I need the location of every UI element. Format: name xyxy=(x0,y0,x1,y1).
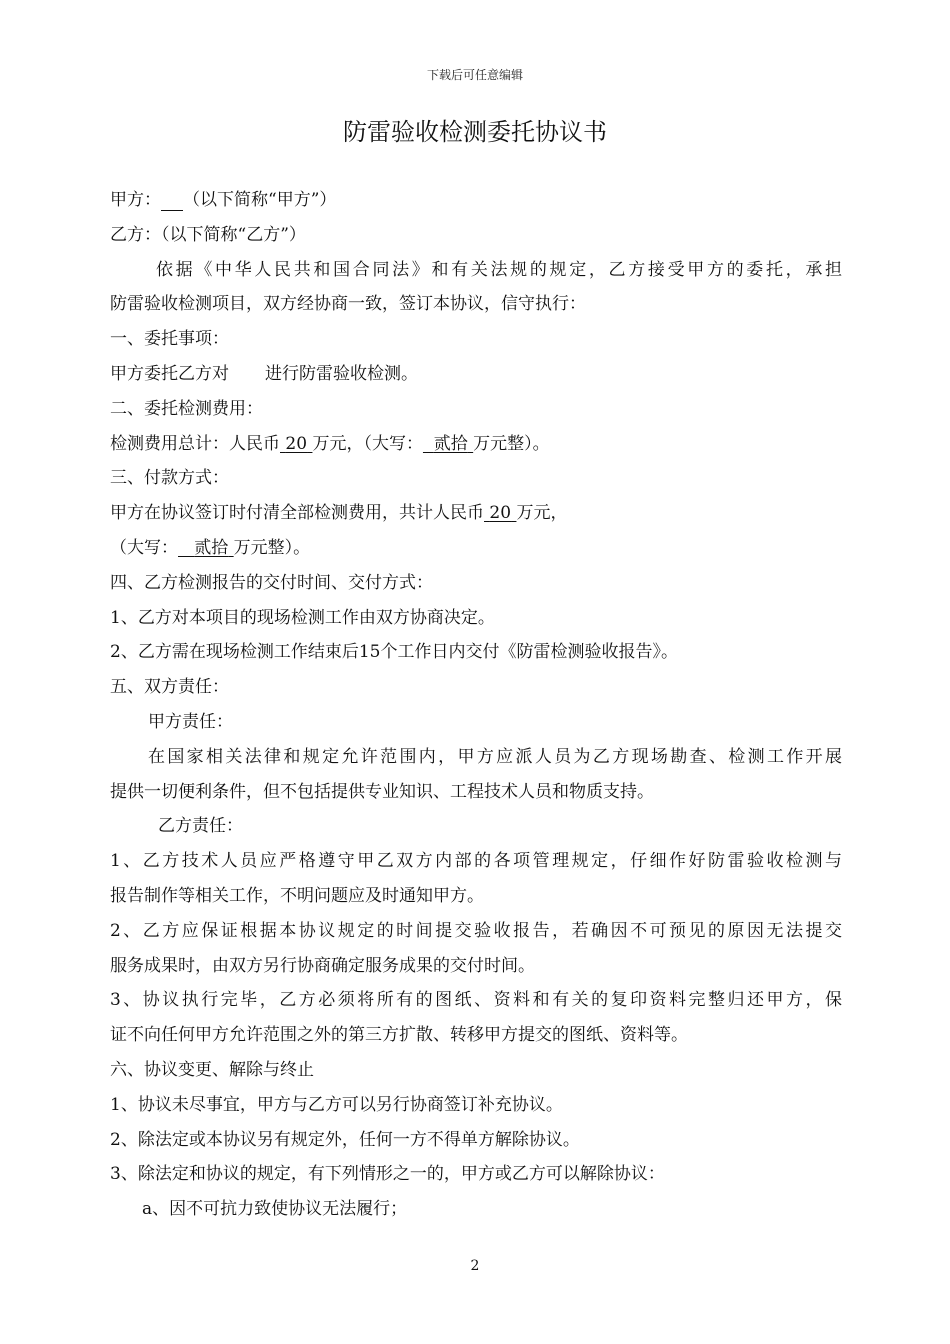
section-1-text: 甲方委托乙方对 进行防雷验收检测。 xyxy=(110,363,418,384)
section-3-line-1: 甲方在协议签订时付清全部检测费用，共计人民币 20 万元， xyxy=(110,503,568,524)
party-b-duty-3-line-1: 3、协议执行完毕，乙方必须将所有的图纸、资料和有关的复印资料完整归还甲方，保 xyxy=(110,990,842,1011)
section-2-fee: 检测费用总计：人民币 20 万元，（大写： 贰拾 万元整）。 xyxy=(110,433,550,454)
payment-amount-words: 贰拾 xyxy=(194,537,229,558)
party-b-duty-heading: 乙方责任： xyxy=(158,816,243,837)
party-a-blank xyxy=(161,191,183,211)
section-6-item-1: 1、协议未尽事宜，甲方与乙方可以另行协商签订补充协议。 xyxy=(110,1094,563,1115)
party-b-duty-2-line-1: 2、乙方应保证根据本协议规定的时间提交验收报告，若确因不可预见的原因无法提交 xyxy=(110,920,842,941)
party-b-duty-1-line-1: 1、乙方技术人员应严格遵守甲乙双方内部的各项管理规定，仔细作好防雷验收检测与 xyxy=(110,851,842,872)
party-a-duty-line-1: 在国家相关法律和规定允许范围内，甲方应派人员为乙方现场勘查、检测工作开展 xyxy=(148,746,842,767)
party-b-duty-1-line-2: 报告制作等相关工作，不明问题应及时通知甲方。 xyxy=(110,885,484,906)
party-a-duty-line-2: 提供一切便利条件，但不包括提供专业知识、工程技术人员和物质支持。 xyxy=(110,781,654,802)
section-5-heading: 五、双方责任： xyxy=(110,677,229,698)
section-3-line-2: （大写： 贰拾 万元整）。 xyxy=(110,537,311,558)
section-4-item-2: 2、乙方需在现场检测工作结束后15个工作日内交付《防雷检测验收报告》。 xyxy=(110,642,678,663)
party-a-duty-heading: 甲方责任： xyxy=(148,711,233,732)
section-6-item-a: a、因不可抗力致使协议无法履行； xyxy=(142,1199,408,1220)
party-b-line: 乙方：（以下简称“乙方”） xyxy=(110,224,306,245)
section-2-heading: 二、委托检测费用： xyxy=(110,398,263,419)
party-b-duty-2-line-2: 服务成果时，由双方另行协商确定服务成果的交付时间。 xyxy=(110,955,535,976)
section-3-heading: 三、付款方式： xyxy=(110,468,229,489)
document-title: 防雷验收检测委托协议书 xyxy=(343,118,607,146)
section-6-item-2: 2、除法定或本协议另有规定外，任何一方不得单方解除协议。 xyxy=(110,1129,580,1150)
fee-amount-words: 贰拾 xyxy=(433,433,468,454)
section-1-heading: 一、委托事项： xyxy=(110,329,229,350)
section-6-heading: 六、协议变更、解除与终止 xyxy=(110,1059,314,1080)
payment-amount: 20 xyxy=(489,503,512,524)
section-4-heading: 四、乙方检测报告的交付时间、交付方式： xyxy=(110,572,433,593)
intro-line-1: 依据《中华人民共和国合同法》和有关法规的规定，乙方接受甲方的委托，承担 xyxy=(156,259,842,280)
intro-line-2: 防雷验收检测项目，双方经协商一致，签订本协议，信守执行： xyxy=(110,294,586,315)
party-b-duty-3-line-2: 证不向任何甲方允许范围之外的第三方扩散、转移甲方提交的图纸、资料等。 xyxy=(110,1025,688,1046)
party-a-line: 甲方： （以下简称“甲方”） xyxy=(110,190,337,210)
page-number: 2 xyxy=(470,1258,480,1274)
fee-amount: 20 xyxy=(285,433,308,454)
section-6-item-3: 3、除法定和协议的规定，有下列情形之一的，甲方或乙方可以解除协议： xyxy=(110,1164,665,1185)
section-4-item-1: 1、乙方对本项目的现场检测工作由双方协商决定。 xyxy=(110,607,495,628)
header-note: 下载后可任意编辑 xyxy=(426,68,523,82)
document-body xyxy=(110,183,842,1227)
